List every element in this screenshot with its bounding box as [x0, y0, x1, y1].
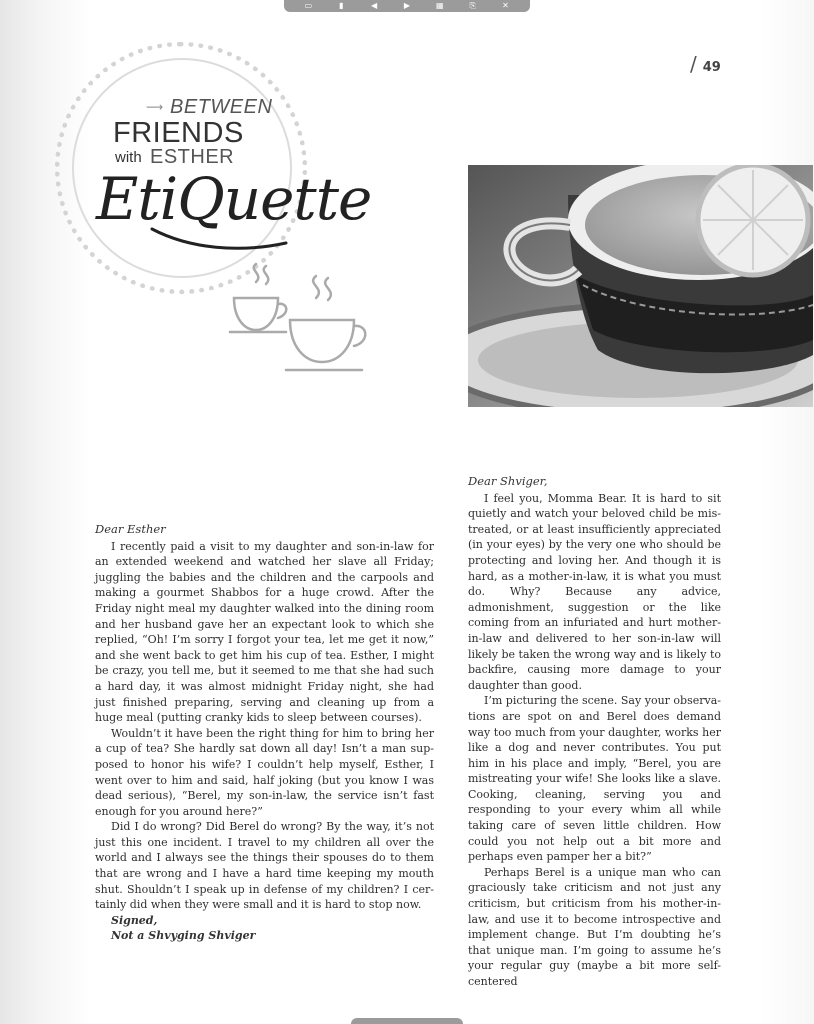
reply-column [468, 474, 721, 990]
back-icon[interactable]: ◀ [371, 1, 378, 10]
reply-paragraph: I feel you, Momma Bear. It is hard to sit quietly and watch your beloved child be mistreated, or at least insufficiently appreciated (in your eyes) by the very one who should be protecting and loving her. And though it is hard, as a mother-in-law, it is what you must do. Why? Because any advice, admonishment, suggestion or the like coming from an infuriated and hurt mother-in-law and delivered to her son-in-law will likely be taken the wrong way and is likely to backfire, causing more damage to your daughter than good. [468, 491, 721, 692]
single-page-icon[interactable]: ▮ [339, 1, 344, 10]
letter-signature: Not a Shvyging Shviger [111, 929, 256, 943]
letter-paragraph: Did I do wrong? Did Berel do wrong? By the way, it’s not just this one incident. I travel to my children all over the world and I always see the things their spouses do to them that are wrong and I have a hard time keeping my mouth shut. Shouldn’t I speak up in defense of my children? I certainly did when they were small and it is hard to stop now. [95, 820, 434, 912]
page-number [690, 52, 721, 76]
viewer-bottom-bar[interactable] [351, 1018, 463, 1024]
logo-with: with [115, 149, 142, 166]
letter-column [95, 522, 434, 944]
close-icon[interactable]: ✕ [502, 1, 509, 10]
zoom-slider-icon[interactable]: ▭ [304, 1, 313, 10]
letter-signed: Signed, [111, 913, 158, 927]
letter-paragraph: I recently paid a visit to my daughter and son-in-law for an extended weekend and watched her slave all Friday; juggling the babies and the children and the carpools and making a gourmet Shabbos for a huge crowd. After the Friday night meal my daughter walked into the dining room and her husband gave her an expectant look to which she replied, “Oh! I’m sorry I forgot your tea, let me get it now,” and she went back to get him his cup of tea. Esther, I might be crazy, you tell me, but it seemed to me that she had such a hard day, it was almost midnight Friday night, she had just finished preparing, serving and cleaning up from a huge meal (putting cranky kids to sleep between courses). [95, 539, 434, 725]
letter-salutation: Dear Esther [95, 522, 166, 536]
letter-paragraph: Wouldn’t it have been the right thing for him to bring her a cup of tea? She hardly sat down all day! Isn’t a man supposed to honor his wife? I couldn’t help myself, Esther, I went over to him and said, half joking (but you know I was dead serious), “Berel, my son-in-law, the service isn’t fast enough for you around here?” [95, 726, 434, 818]
arrow-icon: ⟶ [146, 100, 164, 114]
logo-esther: ESTHER [150, 146, 235, 168]
reply-paragraph: Perhaps Berel is a unique man who can graciously take criticism and not just any criticism, but criticism from his mother-inlaw, and use it to become introspective and implement change. But I’m doubting he’s that unique man. I’m going to assume he’s your regular guy (maybe a bit more self-centered [468, 865, 721, 988]
reply-paragraph: I’m picturing the scene. Say your observations are spot on and Berel does demand way too much from your daughter, works her like a dog and never contributes. You put him in his place and imply, “Berel, you are mistreating your wife! She looks like a slave. Cooking, cleaning, serving you and responding to your every whim all while taking care of seven little children. How could you not help out a bit more and perhaps even pamper her a bit?” [468, 694, 721, 864]
logo-friends: FRIENDS [113, 117, 244, 149]
logo-between: BETWEEN [170, 96, 273, 118]
teacup-photo [468, 165, 813, 407]
reply-salutation: Dear Shviger, [468, 474, 548, 488]
viewer-toolbar[interactable] [284, 0, 530, 12]
logo-swash [150, 225, 290, 255]
page-number-slash: / [690, 52, 697, 76]
page-number-value: 49 [702, 60, 721, 75]
play-icon[interactable]: ▶ [403, 1, 411, 10]
teacups-icon [228, 262, 378, 377]
logo-etiquette: EtiQuette [96, 165, 372, 233]
grid-icon[interactable]: ▦ [436, 1, 444, 10]
export-icon[interactable]: ⎘ [469, 1, 476, 10]
